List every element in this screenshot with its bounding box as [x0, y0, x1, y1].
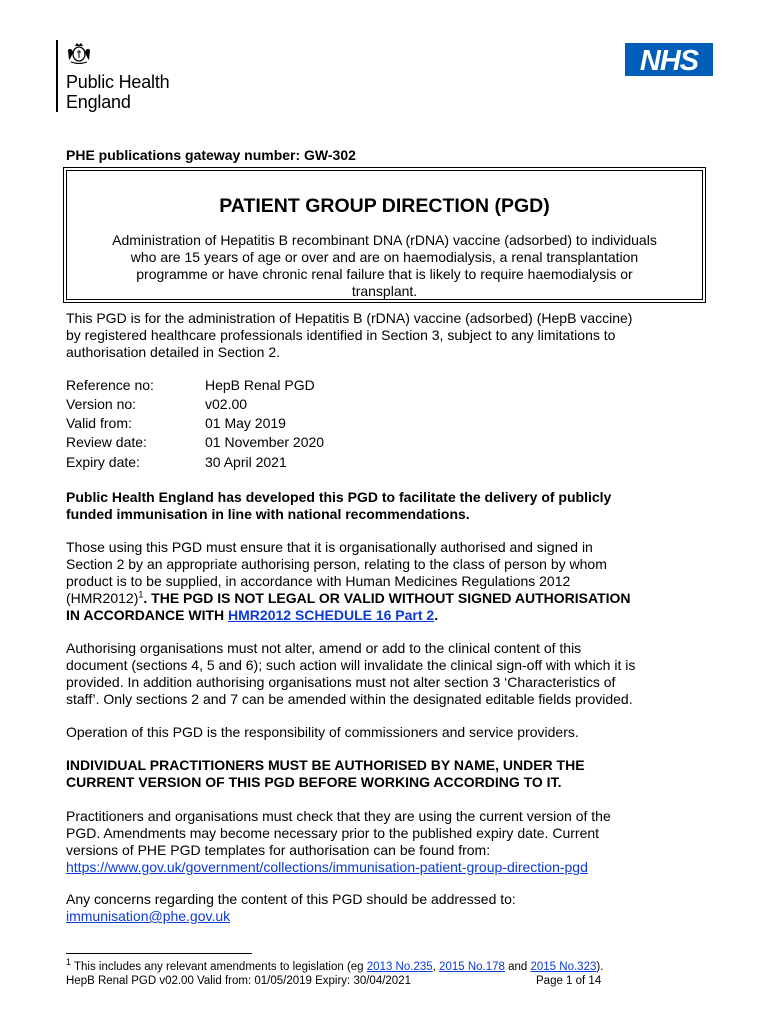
document-title: PATIENT GROUP DIRECTION (PGD) — [219, 195, 550, 217]
footnote-ref[interactable]: 1 — [138, 589, 144, 600]
text-line: versions of PHE PGD templates for authorisation can be found from: — [66, 842, 491, 858]
phe-logo — [56, 40, 196, 116]
text-line: staff’. Only sections 2 and 7 can be amended within the designated editable fields provided. — [66, 691, 633, 707]
text-line: Section 2 by an appropriate authorising person, relating to the class of person by whom — [66, 556, 607, 572]
reference-label: Reference no: — [66, 377, 154, 393]
version-label: Version no: — [66, 396, 137, 412]
text-line — [66, 908, 706, 925]
accordance-text: IN ACCORDANCE WITH — [66, 607, 229, 623]
text-line — [66, 859, 706, 876]
expiry-date-label: Expiry date: — [66, 454, 140, 470]
logo-divider — [56, 40, 58, 112]
pgd-templates-link[interactable]: https://www.gov.uk/government/collections/immunisation-patient-group-direction-pgd — [66, 859, 588, 875]
page-number: Page 1 of 14 — [536, 975, 602, 987]
subtitle-line: transplant. — [351, 283, 418, 299]
royal-crest-icon — [66, 40, 92, 64]
operation-paragraph: Operation of this PGD is the responsibility of commissioners and service providers. — [66, 724, 579, 740]
text-line: product is to be supplied, in accordance with Human Medicines Regulations 2012 — [66, 573, 571, 589]
text-line: funded immunisation in line with national recommendations. — [66, 506, 470, 522]
subtitle-line: Administration of Hepatitis B recombinant DNA (rDNA) vaccine (adsorbed) to individuals — [112, 232, 657, 248]
valid-from-row — [66, 415, 466, 434]
authorisation-paragraph — [66, 539, 706, 624]
intro-paragraph — [66, 310, 706, 361]
text-line: provided. In addition authorising organisations must not alter section 3 ‘Characteristics of — [66, 674, 616, 690]
footnote-text: This includes any relevant amendments to legislation (eg — [71, 961, 367, 973]
subtitle-line: who are 15 years of age or over and are on haemodialysis, a renal transplantation — [130, 249, 639, 265]
valid-from-label: Valid from: — [66, 415, 132, 431]
concerns-paragraph — [66, 891, 706, 925]
footnote — [66, 957, 706, 974]
phe-wordmark-line2: England — [66, 92, 131, 112]
footnote-sep: , — [432, 961, 440, 973]
not-valid-warning: . THE PGD IS NOT LEGAL OR VALID WITHOUT SIGNED AUTHORISATION — [143, 590, 631, 606]
version-value: v02.00 — [205, 396, 248, 412]
review-date-value: 01 November 2020 — [205, 434, 325, 450]
expiry-date-value: 30 April 2021 — [205, 454, 287, 470]
text-line: authorisation detailed in Section 2. — [66, 344, 281, 360]
text-line: document (sections 4, 5 and 6); such action will invalidate the clinical sign-off with which it is — [66, 657, 636, 673]
footnote-marker: 1 — [66, 957, 72, 968]
text-line: CURRENT VERSION OF THIS PGD BEFORE WORKING ACCORDING TO IT. — [66, 774, 562, 790]
immunisation-email-link[interactable]: immunisation@phe.gov.uk — [66, 908, 231, 924]
text-line — [66, 607, 706, 624]
legislation-link-2015-178[interactable]: 2015 No.178 — [439, 961, 505, 973]
text-line: Any concerns regarding the content of this PGD should be addressed to: — [66, 891, 516, 907]
text-line: PGD. Amendments may become necessary prior to the published expiry date. Current — [66, 825, 600, 841]
subtitle-line: programme or have chronic renal failure that is likely to require haemodialysis or — [136, 266, 633, 282]
text-line: Practitioners and organisations must check that they are using the current version of the — [66, 808, 611, 824]
reference-value: HepB Renal PGD — [205, 377, 315, 393]
text-line: Authorising organisations must not alter, amend or add to the clinical content of this — [66, 640, 582, 656]
text-line: Those using this PGD must ensure that it is organisationally authorised and signed in — [66, 539, 593, 555]
hmr2012-schedule-link[interactable]: HMR2012 SCHEDULE 16 Part 2 — [228, 607, 435, 623]
nhs-logo-text: NHS — [639, 45, 699, 76]
text-line: by registered healthcare professionals identified in Section 3, subject to any limitations to — [66, 327, 616, 343]
phe-wordmark — [66, 72, 169, 112]
footnote-end: ). — [596, 961, 604, 973]
footnote-sep: and — [504, 961, 531, 973]
gateway-number: PHE publications gateway number: GW-302 — [66, 147, 356, 163]
phe-statement — [66, 489, 706, 523]
footnote-divider — [66, 953, 252, 954]
pgd-title-box — [66, 170, 703, 300]
text-line — [66, 590, 706, 607]
text-line: This PGD is for the administration of Hepatitis B (rDNA) vaccine (adsorbed) (HepB vaccine) — [66, 310, 633, 326]
current-version-paragraph — [66, 808, 706, 876]
period: . — [434, 607, 439, 623]
review-date-label: Review date: — [66, 434, 147, 450]
hmr-text: (HMR2012) — [66, 590, 139, 606]
nhs-logo — [625, 43, 713, 76]
individual-practitioners-notice — [66, 757, 706, 791]
alteration-paragraph — [66, 640, 706, 708]
page-footer-info: HepB Renal PGD v02.00 Valid from: 01/05/2019 Expiry: 30/04/2021 — [66, 975, 411, 987]
legislation-link-2013-235[interactable]: 2013 No.235 — [366, 961, 433, 973]
phe-wordmark-line1: Public Health — [66, 72, 170, 92]
text-line: Public Health England has developed this PGD to facilitate the delivery of publicly — [66, 489, 612, 505]
version-row — [66, 396, 466, 415]
valid-from-value: 01 May 2019 — [205, 415, 286, 431]
text-line: INDIVIDUAL PRACTITIONERS MUST BE AUTHORISED BY NAME, UNDER THE — [66, 757, 585, 773]
document-subtitle — [81, 232, 688, 300]
legislation-link-2015-323[interactable]: 2015 No.323 — [530, 961, 597, 973]
review-date-row — [66, 434, 466, 453]
reference-row — [66, 377, 466, 396]
expiry-date-row — [66, 454, 466, 473]
